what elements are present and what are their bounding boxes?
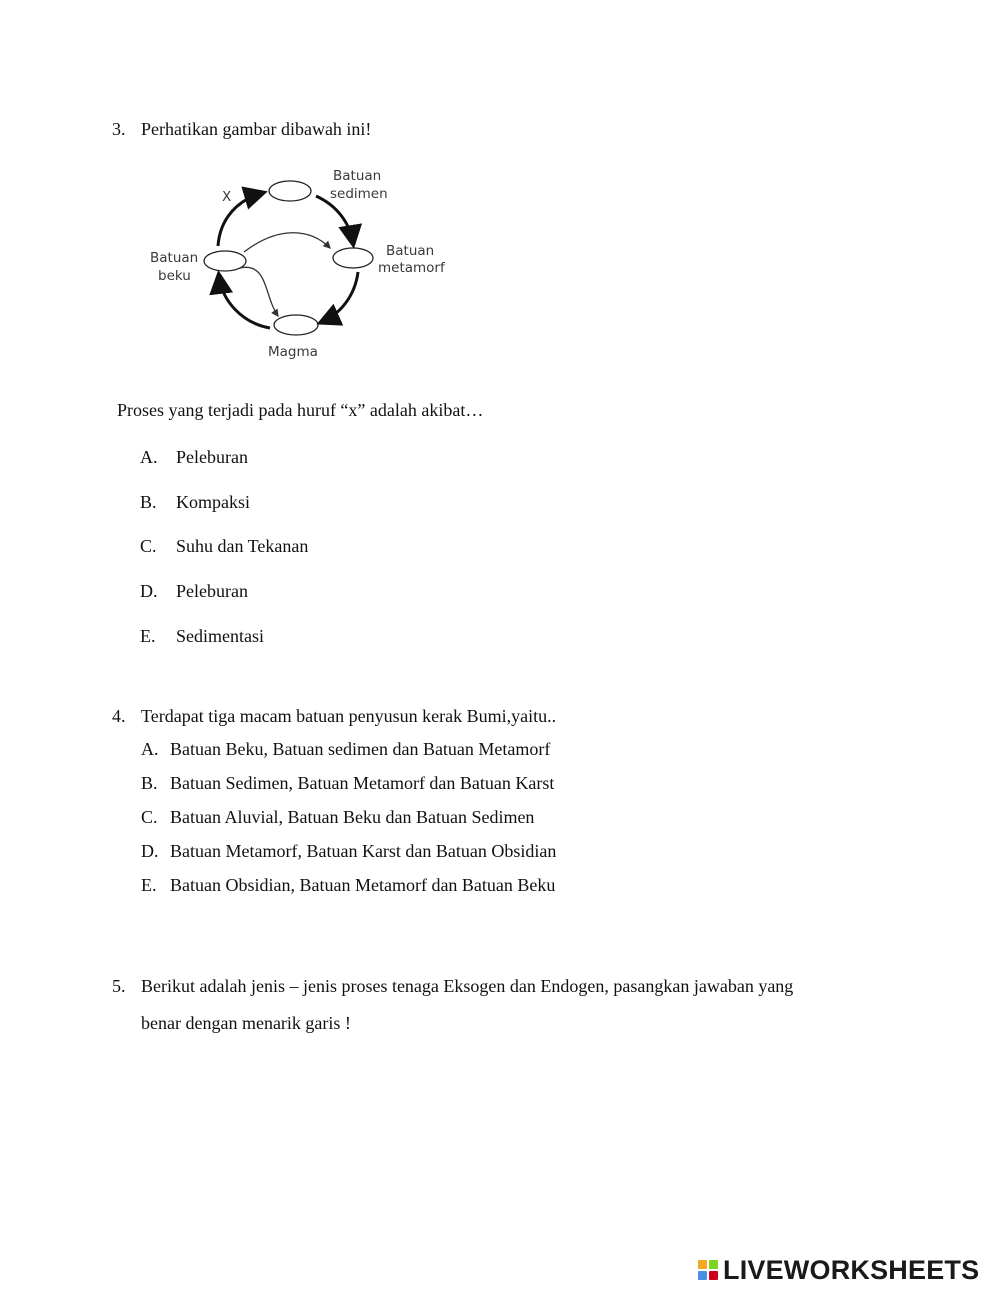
q3-prompt: Perhatikan gambar dibawah ini! — [141, 119, 372, 139]
q4-option-a-letter: A. — [141, 739, 159, 759]
liveworksheets-logo — [698, 1253, 979, 1287]
q4-option-b-letter: B. — [141, 773, 158, 793]
q3-number: 3. — [112, 119, 126, 139]
arrow-beku-to-magma — [240, 267, 278, 316]
q3-question: Proses yang terjadi pada huruf “x” adalah akibat… — [117, 400, 484, 420]
label-x: X — [222, 189, 232, 205]
label-metamorf-2: metamorf — [378, 260, 445, 276]
q4-number: 4. — [112, 706, 126, 726]
icon-square-1 — [698, 1260, 707, 1269]
label-metamorf-1: Batuan — [386, 243, 435, 259]
label-sedimen-2: sedimen — [330, 186, 388, 202]
label-sedimen-1: Batuan — [333, 168, 382, 184]
q4-option-b-text: Batuan Sedimen, Batuan Metamorf dan Batuan Karst — [170, 773, 555, 793]
q5-number: 5. — [112, 976, 126, 996]
arrow-metamorf-to-magma — [322, 272, 358, 322]
q3-option-d-letter: D. — [140, 581, 158, 601]
q4-prompt: Terdapat tiga macam batuan penyusun kerak Bumi,yaitu.. — [141, 706, 557, 726]
q3-option-c-letter: C. — [140, 536, 157, 556]
q3-option-c-text: Suhu dan Tekanan — [176, 536, 309, 556]
q4-option-c-letter: C. — [141, 807, 158, 827]
liveworksheets-icon — [698, 1260, 718, 1280]
q3-option-d-text: Peleburan — [176, 581, 248, 601]
node-magma — [274, 315, 318, 335]
node-sedimen — [269, 181, 311, 201]
label-beku-2: beku — [158, 268, 191, 284]
q3-option-e-text: Sedimentasi — [176, 626, 264, 646]
q3-option-b-text: Kompaksi — [176, 492, 250, 512]
icon-square-2 — [709, 1260, 718, 1269]
q3-option-e-letter: E. — [140, 626, 156, 646]
q4-option-a-text: Batuan Beku, Batuan sedimen dan Batuan Metamorf — [170, 739, 551, 759]
label-magma: Magma — [268, 344, 318, 360]
q5-line1: Berikut adalah jenis – jenis proses tenaga Eksogen dan Endogen, pasangkan jawaban yang — [141, 976, 794, 996]
q3-option-a-letter: A. — [140, 447, 158, 467]
icon-square-4 — [709, 1271, 718, 1280]
label-beku-1: Batuan — [150, 250, 199, 266]
q4-option-d-letter: D. — [141, 841, 159, 861]
node-beku — [204, 251, 246, 271]
icon-square-3 — [698, 1271, 707, 1280]
arrow-sedimen-to-metamorf — [316, 196, 353, 243]
q3-option-a-text: Peleburan — [176, 447, 248, 467]
arrow-beku-to-metamorf — [244, 233, 330, 252]
q5-line2: benar dengan menarik garis ! — [141, 1013, 351, 1033]
rock-cycle-diagram — [140, 158, 460, 368]
q4-option-e-letter: E. — [141, 875, 157, 895]
q4-option-d-text: Batuan Metamorf, Batuan Karst dan Batuan Obsidian — [170, 841, 557, 861]
arrow-magma-to-beku — [219, 276, 270, 328]
q3-option-b-letter: B. — [140, 492, 157, 512]
brand-text: LIVEWORKSHEETS — [723, 1254, 980, 1285]
q4-option-e-text: Batuan Obsidian, Batuan Metamorf dan Batuan Beku — [170, 875, 556, 895]
node-metamorf — [333, 248, 373, 268]
q4-option-c-text: Batuan Aluvial, Batuan Beku dan Batuan Sedimen — [170, 807, 535, 827]
